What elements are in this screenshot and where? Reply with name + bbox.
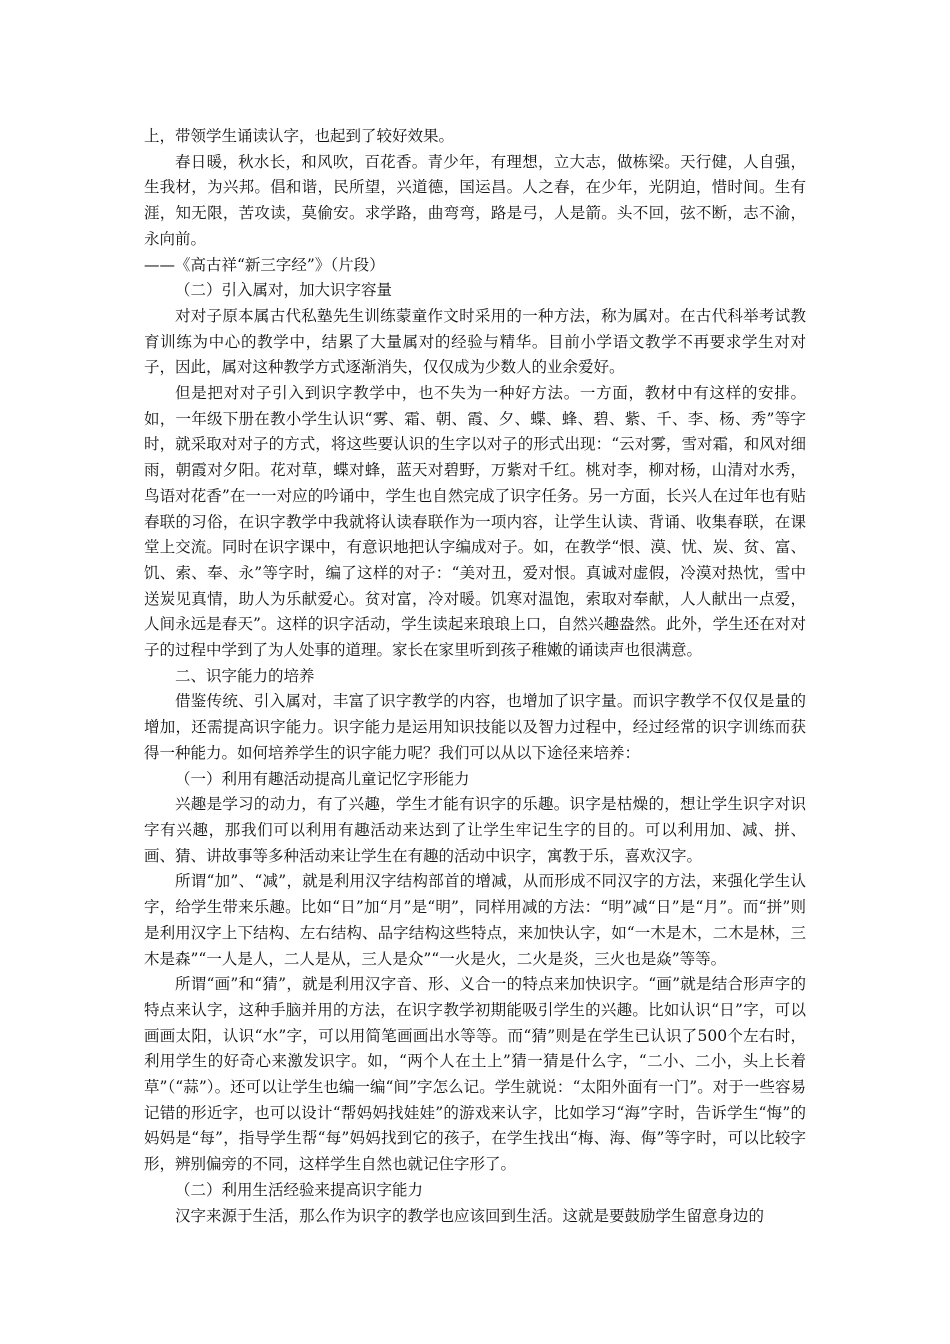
- section-heading-literacy-ability: 二、识字能力的培养: [175, 666, 315, 685]
- paragraph-interest: 兴趣是学习的动力，有了兴趣，学生才能有识字的乐趣。识字是枯燥的，想让学生识字对识字有兴趣，那我们可以利用有趣活动来达到了让学生牢记生字的目的。可以利用加、减、拼、画、猜、讲故事等多种活动来让学生在有趣的活动中识字，寓教于乐，喜欢汉字。: [144, 795, 806, 865]
- paragraph-three-character-classic: 春日暖，秋水长，和风吹，百花香。青少年，有理想，立大志，做栋梁。天行健，人自强，生我材，为兴邦。倡和谐，民所望，兴道德，国运昌。人之春，在少年，光阴迫，惜时间。生有涯，知无限，苦攻读，莫偷安。求学路，曲弯弯，路是弓，人是箭。头不回，弦不断，志不渝，永向前。: [144, 152, 806, 248]
- section-heading-fun-activities: （一）利用有趣活动提高儿童记忆字形能力: [175, 769, 470, 788]
- paragraph-couplets-intro: 对对子原本属古代私塾先生训练蒙童作文时采用的一种方法，称为属对。在古代科举考试教育训练为中心的教学中，结累了大量属对的经验与精华。目前小学语文教学不再要求学生对对子，因此，属对这种教学方式逐渐消失，仅仅成为少数人的业余爱好。: [144, 306, 806, 377]
- paragraph-add-subtract: 所谓“加”、“减”，就是利用汉字结构部首的增减，从而形成不同汉字的方法，来强化学生认字，给学生带来乐趣。比如“日”加“月”是“明”，同样用减的方法：“明”减“日”是“月”。而“拼”则是利用汉字上下结构、左右结构、品字结构这些特点，来加快认字，如“一木是木，二木是林，三木是森”“一人是人，二人是从，三人是众”“一火是火，二火是炎，三火也是焱”等等。: [144, 872, 806, 968]
- paragraph-continuation: 上，带领学生诵读认字，也起到了较好效果。: [144, 127, 455, 145]
- paragraph-literacy-ability: 借鉴传统、引入属对，丰富了识字教学的内容，也增加了识字量。而识字教学不仅仅是量的增加，还需提高识字能力。识字能力是运用知识技能以及智力过程中，经过经常的识字训练而获得一种能力。如何培养学生的识字能力呢？我们可以从以下途径来培养：: [144, 692, 806, 762]
- paragraph-source-citation: ——《高古祥“新三字经”》（片段）: [144, 255, 385, 274]
- paragraph-life-experience: 汉字来源于生活，那么作为识字的教学也应该回到生活。这就是要鼓励学生留意身边的: [175, 1206, 765, 1225]
- section-heading-life-experience: （二）利用生活经验来提高识字能力: [175, 1180, 424, 1199]
- section-heading-couplets: （二）引入属对，加大识字容量: [175, 281, 393, 300]
- paragraph-draw-guess: 所谓“画”和“猜”，就是利用汉字音、形、义合一的特点来加快识字。“画”就是结合形声字的特点来认字，这种手脑并用的方法，在识字教学初期能吸引学生的兴趣。比如认识“日”字，可以画画太阳，认识“水”字，可以用简笔画画出水等等。而“猜”则是在学生已认识了500个左右时，利用学生的好奇心来激发识字。如，“两个人在土上”猜一猜是什么字，“二小、二小，头上长着草”（“蒜”）。还可以让学生也编一编“间”字怎么记。学生就说：“太阳外面有一门”。对于一些容易记错的形近字，也可以设计“帮妈妈找娃娃”的游戏来认字，比如学习“海”字时，告诉学生“悔”的妈妈是“每”，指导学生帮“每”妈妈找到它的孩子，在学生找出“梅、海、侮”等字时，可以比较字形，辨别偏旁的不同，这样学生自然也就记住字形了。: [144, 975, 806, 1174]
- paragraph-couplets-method: 但是把对对子引入到识字教学中，也不失为一种好方法。一方面，教材中有这样的安排。如，一年级下册在教小学生认识“雾、霜、朝、霞、夕、蝶、蜂、碧、紫、千、李、杨、秀”等字时，就采取对对子的方式，将这些要认识的生字以对子的形式出现：“云对雾，雪对霜，和风对细雨，朝霞对夕阳。花对草，蝶对蜂，蓝天对碧野，万紫对千红。桃对李，柳对杨，山清对水秀，鸟语对花香”在一一对应的吟诵中，学生也自然完成了识字任务。另一方面，长兴人在过年也有贴春联的习俗，在识字教学中我就将认读春联作为一项内容，让学生认读、背诵、收集春联，在课堂上交流。同时在识字课中，有意识地把认字编成对子。如，在教学“恨、漠、忧、炭、贫、富、饥、索、奉、永”等字时，编了这样的对子：“美对丑，爱对恨。真诚对虚假，冷漠对热忱，雪中送炭见真情，助人为乐献爱心。贫对富，冷对暖。饥寒对温饱，索取对奉献，人人献出一点爱，人间永远是春天”。这样的识字活动，学生读起来琅琅上口，自然兴趣盎然。此外，学生还在对对子的过程中学到了为人处事的道理。家长在家里听到孩子稚嫩的诵读声也很满意。: [144, 384, 806, 660]
- document-body: [144, 124, 806, 1229]
